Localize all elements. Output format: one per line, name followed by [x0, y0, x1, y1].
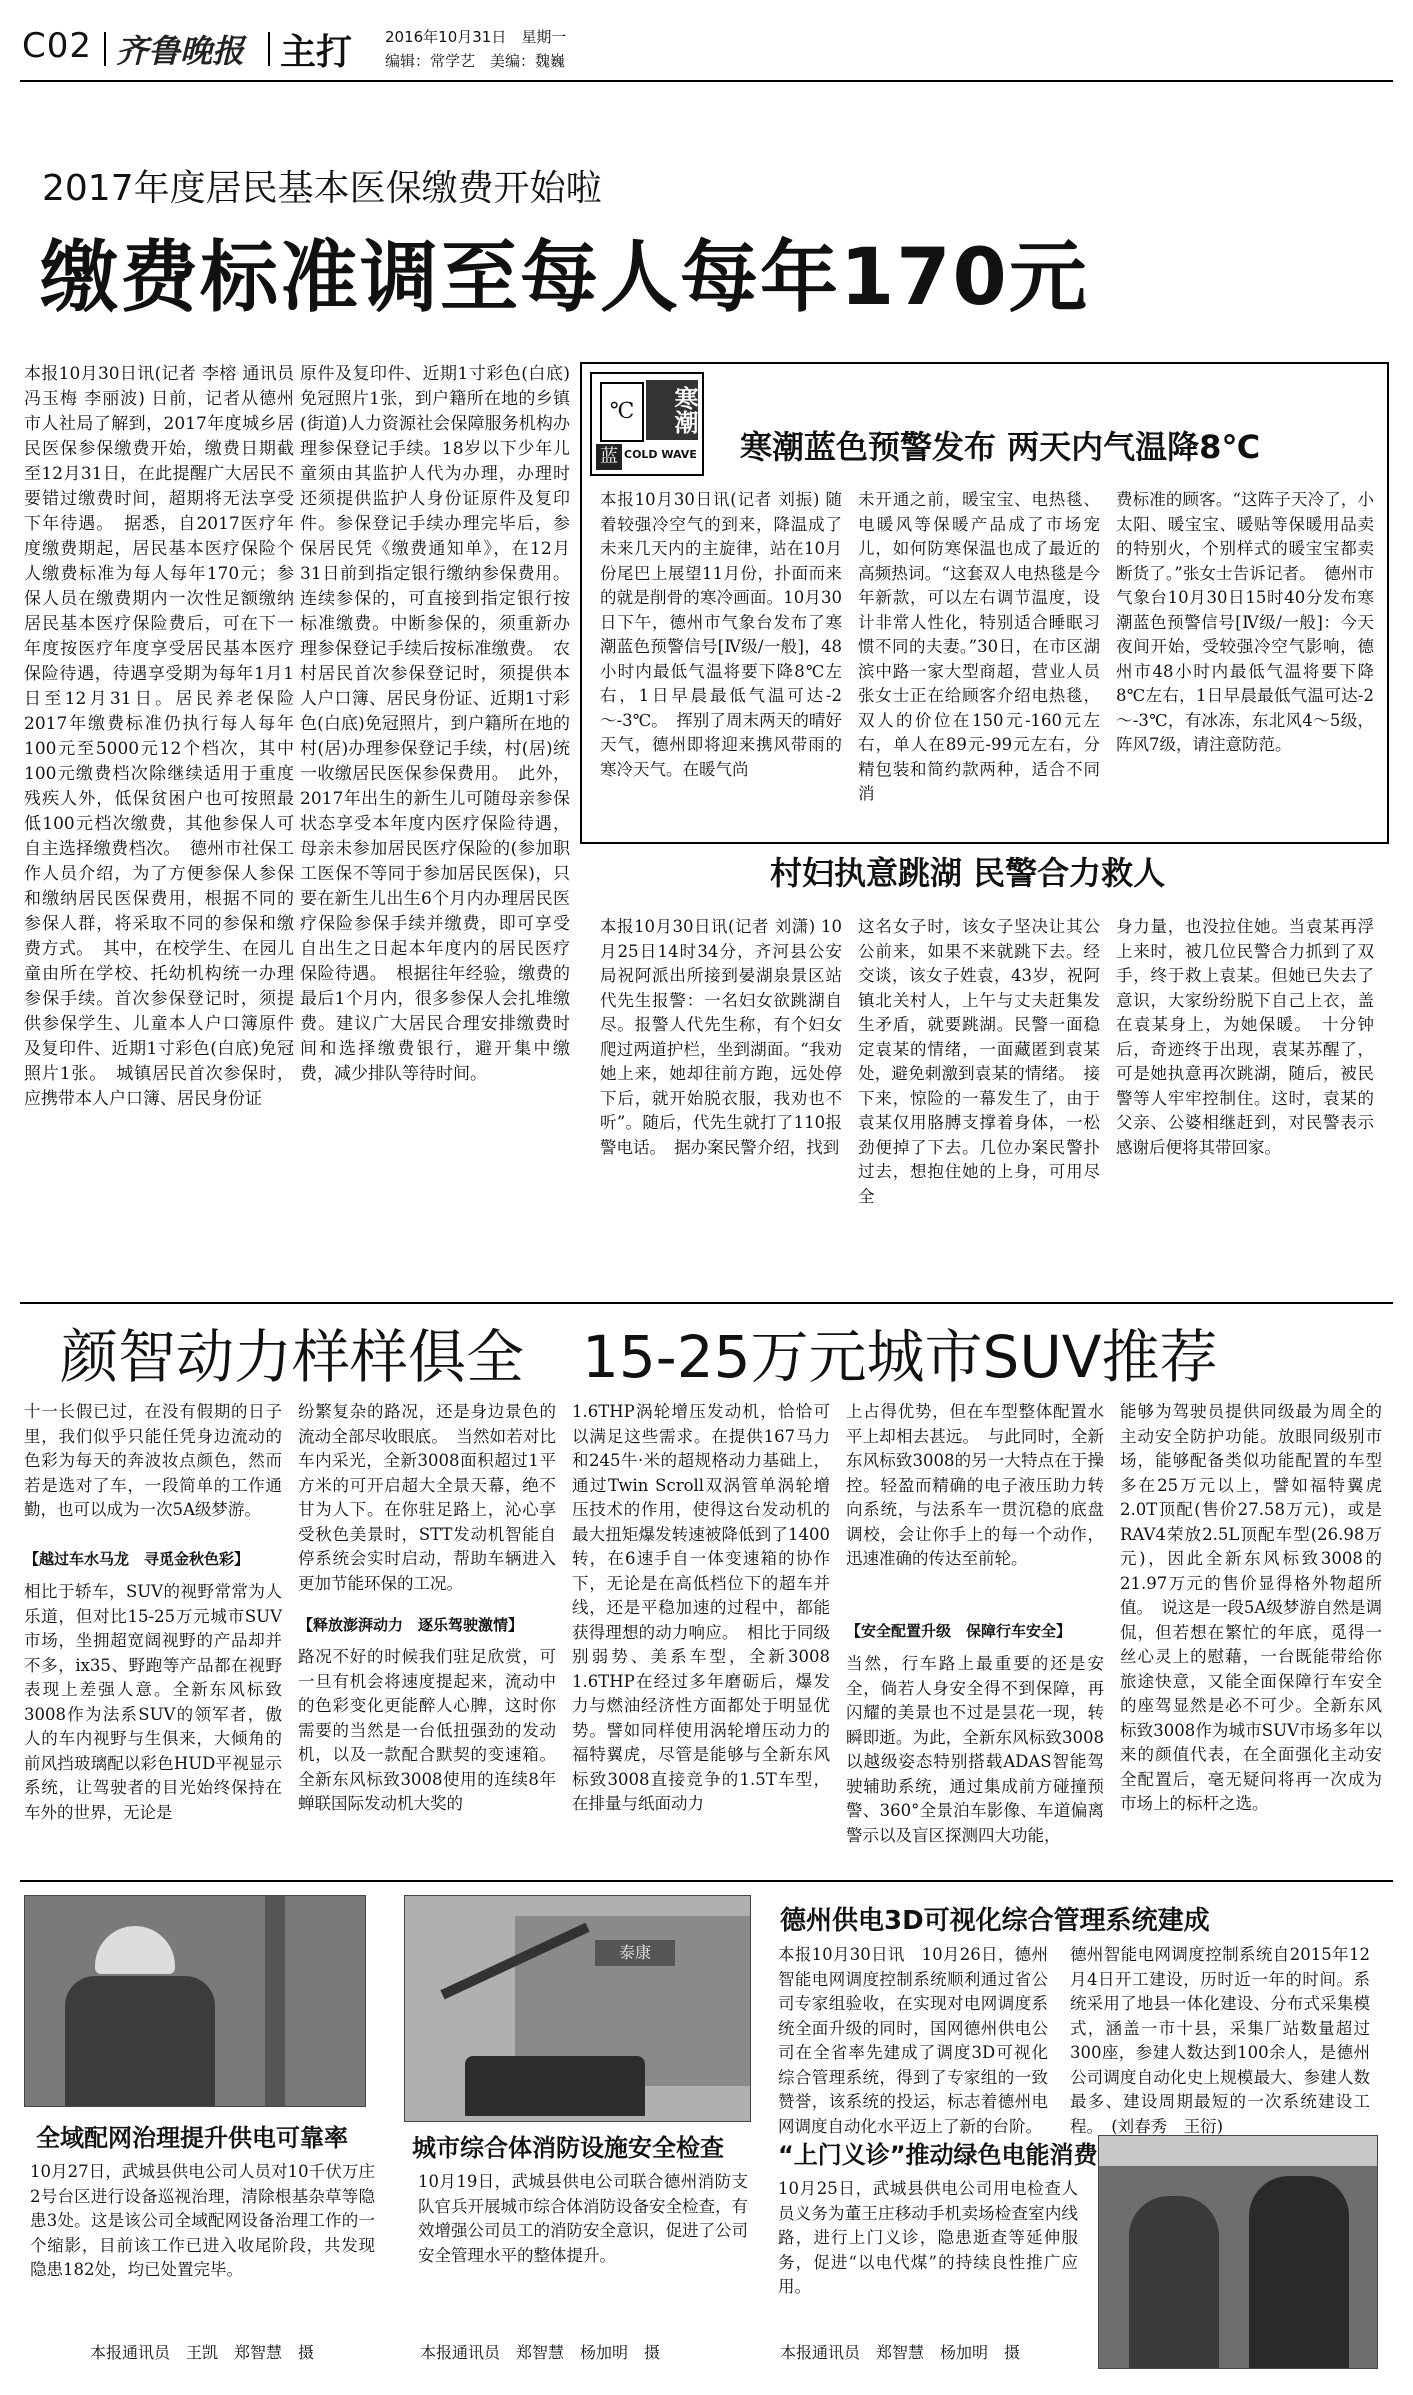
- photo-line-inspection: [1098, 2135, 1378, 2369]
- fire-body: 10月19日，武城县供电公司联合德州消防支队官兵开展城市综合体消防设备安全检查，有效增强公司员工的消防安全意识，促进了公司安全管理水平的整体提升。: [418, 2172, 748, 2265]
- suv-column-4a: 上占得优势，但在车型整体配置水平上却相去甚远。 与此同时，全新东风标致3008的另一大特点在于操控。轻盈而精确的电子液压助力转向系统，与法系车一贯沉稳的底盘调校，会让你手上的每一个动作，迅速准确的传达至前轮。: [846, 1402, 1104, 1568]
- fire-byline: 本报通讯员 郑智慧 杨加明 摄: [420, 2343, 661, 2362]
- paper-name-logo: 齐鲁晚报: [116, 32, 245, 70]
- editors-line: 编辑：常学艺 美编：魏巍: [385, 52, 566, 70]
- wucheng-body: 10月27日，武城县供电公司人员对10千伏万庄2号台区进行设备巡视治理，清除根基杂草等隐患3处。这是该公司全域配网设备治理工作的一个缩影，目前该工作已进入收尾阶段，共发现隐患182处，均已处置完毕。: [30, 2162, 375, 2279]
- suv-column-1a: 十一长假已过，在没有假期的日子里，我们似乎只能任凭身边流动的色彩为每天的奔波妆点颜色，然而若是选对了车，一段简单的工作通勤，也可以成为一次5A级梦游。: [24, 1402, 282, 1519]
- wucheng-title: 全域配网治理提升供电可靠率: [36, 2124, 348, 2152]
- cold-wave-badge: [590, 372, 704, 476]
- grid-column-2: 德州智能电网调度控制系统自2015年12月4日开工建设，历时近一年的时间。系统采用了地县一体化建设、分布式采集模式，涵盖一市十县，采集厂站数量超过300座，参建人数达到100余人，是德州公司调度自动化史上规模最大、参建人数最多、建设周期最短的一次系统建设工程。 (刘春秀 王衍): [1070, 1945, 1370, 2136]
- rescue-column-3: 身力量，也没拉住她。当袁某再浮上来时，被几位民警合力抓到了双手，终于救上袁某。但她已失去了意识，大家纷纷脱下自己上衣，盖在袁某身上，为她保暖。 十分钟后，奇迹终于出现，袁某苏醒了，可是她执意再次跳湖，随后，被民警等人牢牢控制住。这时，袁某的父亲、公婆相继赶到，对民警表示感谢后便将其带回家。: [1116, 917, 1374, 1157]
- door-title: “上门义诊”推动绿色电能消费: [778, 2141, 1098, 2169]
- helmet-shape: [95, 1926, 175, 1974]
- suv-column-4b: 当然，行车路上最重要的还是安全，倘若人身安全得不到保障，再闪耀的美景也不过是昙花一现，转瞬即逝。为此，全新东风标致3008以越级姿态特别搭载ADAS智能驾驶辅助系统，通过集成前方碰撞预警、360°全景泊车影像、车道偏离警示以及盲区探测四大功能，: [846, 1654, 1104, 1845]
- door-body: 10月25日，武城县供电公司用电检查人员义务为董王庄移动手机卖场检查室内线路，进行上门义诊，隐患逝查等延伸服务，促进“以电代煤”的持续良性推广应用。: [778, 2179, 1078, 2296]
- cold-wave-column-2: 未开通之前，暖宝宝、电热毯、电暖风等保暖产品成了市场宠儿，如何防寒保温也成了最近的高频热词。“这套双人电热毯是今年新款，可以左右调节温度，设计非常人性化，特别适合睡眠习惯不同的夫妻。”30日，在市区湖滨中路一家大型商超，营业人员张女士正在给顾客介绍电热毯，双人的价位在150元-160元左右，单人在89元-99元左右，分精包装和简约款两种，适合不同消: [858, 490, 1100, 803]
- page-number: C02: [22, 26, 93, 66]
- suv-column-1b: 相比于轿车，SUV的视野常常为人乐道，但对比15-25万元城市SUV市场，坐拥超宽阔视野的产品却并不多，ix35、野跑等产品都在视野表现上差强人意。全新东风标致3008作为法系SUV的领军者，傲人的车内视野与生俱来，大倾角的前风挡玻璃配以彩色HUD平视显示系统，让驾驶者的目光始终保持在车外的世界，无论是: [24, 1582, 282, 1822]
- cold-wave-column-3: 费标准的顾客。“这阵子天冷了，小太阳、暖宝宝、暖贴等保暖用品卖的特别火，个别样式的暖宝宝都卖断货了。”张女士告诉记者。 德州市气象台10月30日15时40分发布寒潮蓝色预警信号[Ⅳ级/一般]：今天夜间开始，受较强冷空气影响，德州市48小时内最低气温将要下降8℃左右，1日早晨最低气温可达-2～-3℃，有冰冻，东北风4～5级，阵风7级，请注意防范。: [1116, 490, 1374, 754]
- worker-left-shape: [1129, 2196, 1219, 2368]
- photo-fire-inspection: [404, 1895, 751, 2122]
- worker-body-shape: [65, 1976, 215, 2106]
- rescue-column-2: 这名女子时，该女子坚决让其公公前来，如果不来就跳下去。经交谈，该女子姓袁，43岁，祝阿镇北关村人，上午与丈夫赶集发生矛盾，就要跳湖。民警一面稳定袁某的情绪，一面藏匿到袁某处，避免刺激到袁某的情绪。 接下来，惊险的一幕发生了，由于袁某仅用胳膊支撑着身体，一松劲便掉了下去。几位办案民警扑过去，想抱住她的上身，可用尽全: [858, 917, 1100, 1206]
- lead-column-1: 本报10月30日讯(记者 李榕 通讯员 冯玉梅 李丽波) 日前，记者从德州市人社局了解到，2017年度城乡居民医保参保缴费开始，缴费日期截至12月31日，在此提醒广大居民不要错过缴费时间，超期将无法享受下年待遇。 据悉，自2017医疗年度缴费期起，居民基本医疗保险个人缴费标准为每人每年170元；参保人员在缴费期内一次性足额缴纳居民基本医疗保险费后，可在下一年度按医疗年度享受居民基本医疗保险待遇，待遇享受期为每年1月1日至12月31日。居民养老保险2017年缴费标准仍执行每人每年100元至5000元12个档次，其中100元缴费档次除继续适用于重度残疾人外，低保贫困户也可按照最低100元档次缴费，其他参保人可自主选择缴费档次。 德州市社保工作人员介绍，为了方便参保人参保和缴纳居民医保费用，根据不同的参保人群，将采取不同的参保和缴费方式。 其中，在校学生、在园儿童由所在学校、托幼机构统一办理参保手续。首次参保登记时，须提供参保学生、儿童本人户口簿原件及复印件、近期1寸彩色(白底)免冠照片1张。 城镇居民首次参保时，应携带本人户口簿、居民身份证: [24, 364, 294, 1109]
- lead-column-2: 原件及复印件、近期1寸彩色(白底)免冠照片1张，到户籍所在地的乡镇(街道)人力资源社会保障服务机构办理参保登记手续。18岁以下少年儿童须由其监护人代为办理，办理时还须提供监护人身份证原件及复印件。参保登记手续办理完毕后，参保居民凭《缴费通知单》，在12月31日前到指定银行缴纳参保费用。连续参保的，可直接到指定银行按标准缴费。中断参保的，须重新办理参保登记手续后按标准缴费。 农村居民首次参保登记时，须提供本人户口簿、居民身份证、近期1寸彩色(白底)免冠照片，到户籍所在地的村(居)办理参保登记手续，村(居)统一收缴居民医保参保费用。 此外，2017年出生的新生儿可随母亲参保状态享受本年度内医疗保险待遇，母亲未参加居民医疗保险的(参加职工医保不等同于参加居民医保)，只要在新生儿出生6个月内办理居民医疗保险参保手续并缴费，即可享受自出生之日起本年度内的居民医疗保险待遇。 根据往年经验，缴费的最后1个月内，很多参保人会扎堆缴费。建议广大居民合理安排缴费时间和选择缴费银行，避开集中缴费，减少排队等待时间。: [300, 364, 570, 1084]
- header-divider-1: [104, 32, 106, 66]
- section-rule-bottom: [20, 1880, 1393, 1882]
- worker-right-shape: [1249, 2176, 1349, 2368]
- shelf-shape: [1099, 2136, 1377, 2166]
- cold-wave-badge-top: 寒潮: [646, 380, 698, 440]
- cold-wave-headline: 寒潮蓝色预警发布 两天内气温降8℃: [740, 428, 1261, 466]
- grid-column-1: 本报10月30日讯 10月26日，德州智能电网调度控制系统顺利通过省公司专家组验收，在实现对电网调度系统全面升级的同时，国网德州供电公司在全省率先建成了调度3D可视化综合管理系统，得到了专家组的一致赞誉，该系统的投运，标志着德州电网调度自动化水平迈上了新的台阶。: [778, 1945, 1048, 2136]
- section-rule-suv: [20, 1302, 1393, 1304]
- suv-headline: 颜智动力样样俱全 15-25万元城市SUV推荐: [60, 1323, 1218, 1391]
- building-sign: 泰康: [595, 1940, 675, 1966]
- cold-wave-column-1: 本报10月30日讯(记者 刘振) 随着较强冷空气的到来，降温成了未来几天内的主旋律，站在10月份尾巴上展望11月份，扑面而来的就是削骨的寒冷画面。10月30日下午，德州市气象台发布了寒潮蓝色预警信号[Ⅳ级/一般]，48小时内最低气温将要下降8℃左右，1日早晨最低气温可达-2～-3℃。 挥别了周末两天的晴好天气，德州即将迎来携风带雨的寒冷天气。在暖气尚: [600, 490, 842, 779]
- suv-subhead-3: 【安全配置升级 保障行车安全】: [846, 1622, 1072, 1640]
- firefighters-group: [465, 2056, 645, 2116]
- thermometer-icon: ℃: [600, 382, 644, 442]
- suv-column-5: 能够为驾驶员提供同级最为周全的主动安全防护功能。放眼同级别市场，能够配备类似功能配置的车型多在25万元以上，譬如福特翼虎2.0T顶配(售价27.58万元)，或是RAV4荣放2.5L顶配车型(26.98万元)，因此全新东风标致3008的21.97万元的售价显得格外物超所值。 说这是一段5A级梦游自然是调侃，但若想在繁忙的年底，觅得一丝心灵上的慰藉，一台既能带给你旅途快意，又能全面保障行车安全的座驾显然是必不可少。全新东风标致3008作为城市SUV市场多年以来的颜值代表，在全面强化主动安全配置后，毫无疑问将再一次成为市场上的标杆之选。: [1120, 1402, 1382, 1813]
- door-byline: 本报通讯员 郑智慧 杨加明 摄: [780, 2343, 1021, 2362]
- rescue-column-1: 本报10月30日讯(记者 刘潇) 10月25日14时34分，齐河县公安局祝阿派出所接到晏湖泉景区站代先生报警：一名妇女欲跳湖自尽。报警人代先生称，有个妇女爬过两道护栏，坐到湖面。“我劝她上来，她却往前方跑，远处停下后，就开始脱衣服，我劝也不听”。随后，代先生就打了110报警电话。 据办案民警介绍，找到: [600, 917, 842, 1157]
- suv-subhead-1: 【越过车水马龙 寻觅金秋色彩】: [24, 1550, 250, 1568]
- suv-column-2b: 路况不好的时候我们驻足欣赏，可一旦有机会将速度提起来，流动中的色彩变化更能醉人心脾，这时你需要的当然是一台低扭强劲的发动机，以及一款配合默契的变速箱。全新东风标致3008使用的连续8年蝉联国际发动机大奖的: [298, 1647, 556, 1813]
- grid-headline: 德州供电3D可视化综合管理系统建成: [780, 1906, 1210, 1936]
- cold-wave-badge-level: 蓝: [596, 444, 622, 470]
- section-name: 主打: [280, 32, 353, 73]
- cold-wave-badge-en: COLD WAVE: [624, 448, 697, 461]
- pole-shape: [265, 1896, 285, 2106]
- lead-kicker: 2017年度居民基本医保缴费开始啦: [42, 168, 602, 209]
- header-rule: [20, 80, 1393, 82]
- date-line: 2016年10月31日 星期一: [385, 28, 567, 46]
- header-divider-2: [268, 32, 270, 66]
- fire-title: 城市综合体消防设施安全检查: [412, 2134, 724, 2162]
- suv-column-2a: 纷繁复杂的路况，还是身边景色的流动全部尽收眼底。 当然如若对比车内采光，全新3008面积超过1平方米的可开启超大全景天幕，绝不甘为人下。在你驻足路上，沁心享受秋色美景时，STT发动机智能自停系统会实时启动，帮助车辆进入更加节能环保的工况。: [298, 1402, 556, 1593]
- rescue-headline: 村妇执意跳湖 民警合力救人: [770, 854, 1166, 892]
- wucheng-byline: 本报通讯员 王凯 郑智慧 摄: [90, 2343, 315, 2362]
- suv-column-3: 1.6THP涡轮增压发动机，恰恰可以满足这些需求。在提供167马力和245牛·米的超规格动力基础上，通过Twin Scroll双涡管单涡轮增压技术的作用，使得这台发动机的最大扭矩爆发转速被降低到了1400转，在6速手自一体变速箱的协作下，无论是在高低档位下的超车并线，还是平稳加速的过程中，都能获得理想的动力响应。 相比于同级别弱势、美系车型，全新3008 1.6THP在经过多年磨砺后，爆发力与燃油经济性方面都处于明显优势。譬如同样使用涡轮增压动力的福特翼虎，尽管是能够与全新东风标致3008直接竞争的1.5T车型，在排量与纸面动力: [572, 1402, 830, 1813]
- photo-lineman: [24, 1895, 366, 2107]
- suv-subhead-2: 【释放澎湃动力 逐乐驾驶激情】: [298, 1616, 524, 1634]
- lead-headline: 缴费标准调至每人每年170元: [40, 233, 1089, 323]
